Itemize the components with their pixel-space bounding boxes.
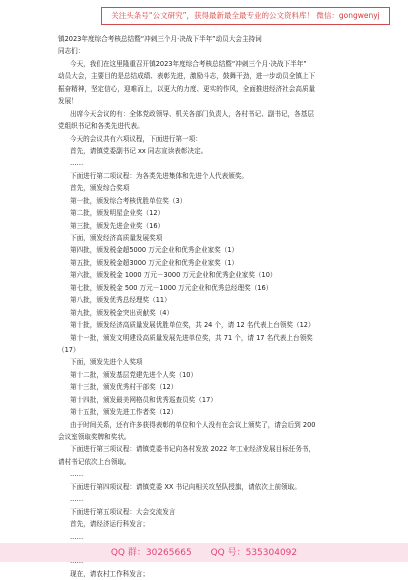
document-line: 由于时间关系，还有许多获得表彰的单位和个人没有在会议上颁奖了，请会后到 200 xyxy=(70,420,316,429)
document-line: 第十五批，颁发先进工作者奖（12） xyxy=(70,408,178,417)
document-line: 动员大会，主要目的是总结成绩、表彰先进，激励斗志，鼓舞干劲，进一步动员全镇上下 xyxy=(58,72,316,81)
document-line: 请村书记依次上台领取。 xyxy=(58,457,131,466)
document-line: 下面进行第二项议程：为各类先进集体和先进个人代表颁奖。 xyxy=(70,171,249,180)
document-line: 发展！ xyxy=(58,97,78,106)
document-body xyxy=(58,33,376,580)
document-line: 第二批，颁发明星企业奖（12） xyxy=(70,209,165,218)
document-line: 今天的会议共有六项议程，下面进行第一项： xyxy=(70,134,202,143)
document-line: 同志们： xyxy=(58,47,85,56)
document-line: 第十三批，颁发优秀村干部奖（12） xyxy=(70,383,178,392)
document-line: 党组织书记和各类先进代表。 xyxy=(58,122,144,131)
document-line: 首先，颁发综合奖项 xyxy=(70,184,130,193)
document-line: 第五批，颁发税金超3000 万元企业和优秀企业家奖（1） xyxy=(70,258,239,267)
document-line: 出席今天会议的有：全体党政领导、机关各部门负责人，各村书记、副书记，各基层 xyxy=(70,109,314,118)
document-line: 现在，请农村工作科发言； xyxy=(70,569,150,578)
document-line: 下面进行第三项议程：请镇党委书记向各村发放 2022 年工业经济发展目标任务书， xyxy=(70,445,316,454)
document-line: 首先，请镇党委副书记 xx 同志宣读表彰决定。 xyxy=(70,146,208,155)
top-banner: 关注头条号“公文研究”，获得最新最全最专业的公文资料库！ 微信：gongwenyj xyxy=(101,7,390,25)
document-line: 振奋精神，坚定信心，迎难而上，以更大的力度、更实的作风，全面推进经济社会高质量 xyxy=(58,84,316,93)
document-line: 第八批，颁发优秀总经理奖（11） xyxy=(70,296,171,305)
document-line: 首先，请经济运行科发言； xyxy=(70,520,150,529)
document-line: 下面，颁发先进个人奖项 xyxy=(70,358,143,367)
document-title: 镇2023年度综合考核总结暨“冲刺三个月·决战下半年”动员大会主持词 xyxy=(58,35,262,43)
footer-qq-secondary: QQ 号：535304092 xyxy=(210,548,298,558)
document-line: 第七批，颁发税金 500 万元－1000 万元企业和优秀总经理奖（16） xyxy=(70,283,273,292)
document-line: 会议室领取奖牌和奖状。 xyxy=(58,433,131,441)
footer-contact xyxy=(0,546,408,560)
document-line: 第十批，颁发经济高质量发展优胜单位奖，共 24 个，请 12 名代表上台领奖（12） xyxy=(70,321,315,330)
document-line: 第十二批，颁发基层党建先进个人奖（10） xyxy=(70,370,198,379)
document-line: 下面进行第五项议程：大会交流发言 xyxy=(70,507,176,516)
document-line: （17） xyxy=(58,345,80,354)
document-line: …… xyxy=(70,159,84,168)
document-line: 第十四批，颁发最美网格员和优秀巡查员奖（17） xyxy=(70,395,217,404)
footer-qq-primary: QQ 群：30265665 xyxy=(110,548,192,558)
document-line: …… xyxy=(70,532,84,541)
document-line: 第六批，颁发税金 1000 万元－3000 万元企业和优秀企业家奖（10） xyxy=(70,271,277,280)
document-line: 下面，颁发经济高质量发展奖项 xyxy=(70,234,163,242)
document-line: 第九批，颁发税金突出贡献奖（4） xyxy=(70,308,174,317)
document-line: …… xyxy=(70,470,84,479)
document-line: …… xyxy=(70,495,84,504)
document-line: 第三批，颁发先进企业奖（16） xyxy=(70,221,165,230)
document-lines xyxy=(58,45,376,580)
document-line: 第四批，颁发税金超5000 万元企业和优秀企业家奖（1） xyxy=(70,246,239,255)
document-line: 下面进行第四项议程：请镇党委 XX 书记向相关攻坚队授旗，请依次上前领取。 xyxy=(70,482,301,491)
document-line: 第一批，颁发综合考核优胜单位奖（3） xyxy=(70,196,187,205)
document-line: 今天，我们在这里隆重召开镇2023年度综合考核总结暨“冲刺三个月·决战下半年” xyxy=(70,59,307,68)
document-line: 第十一批，颁发文明建设高质量发展先进单位奖，共 71 个，请 17 名代表上台领奖 xyxy=(70,333,313,342)
